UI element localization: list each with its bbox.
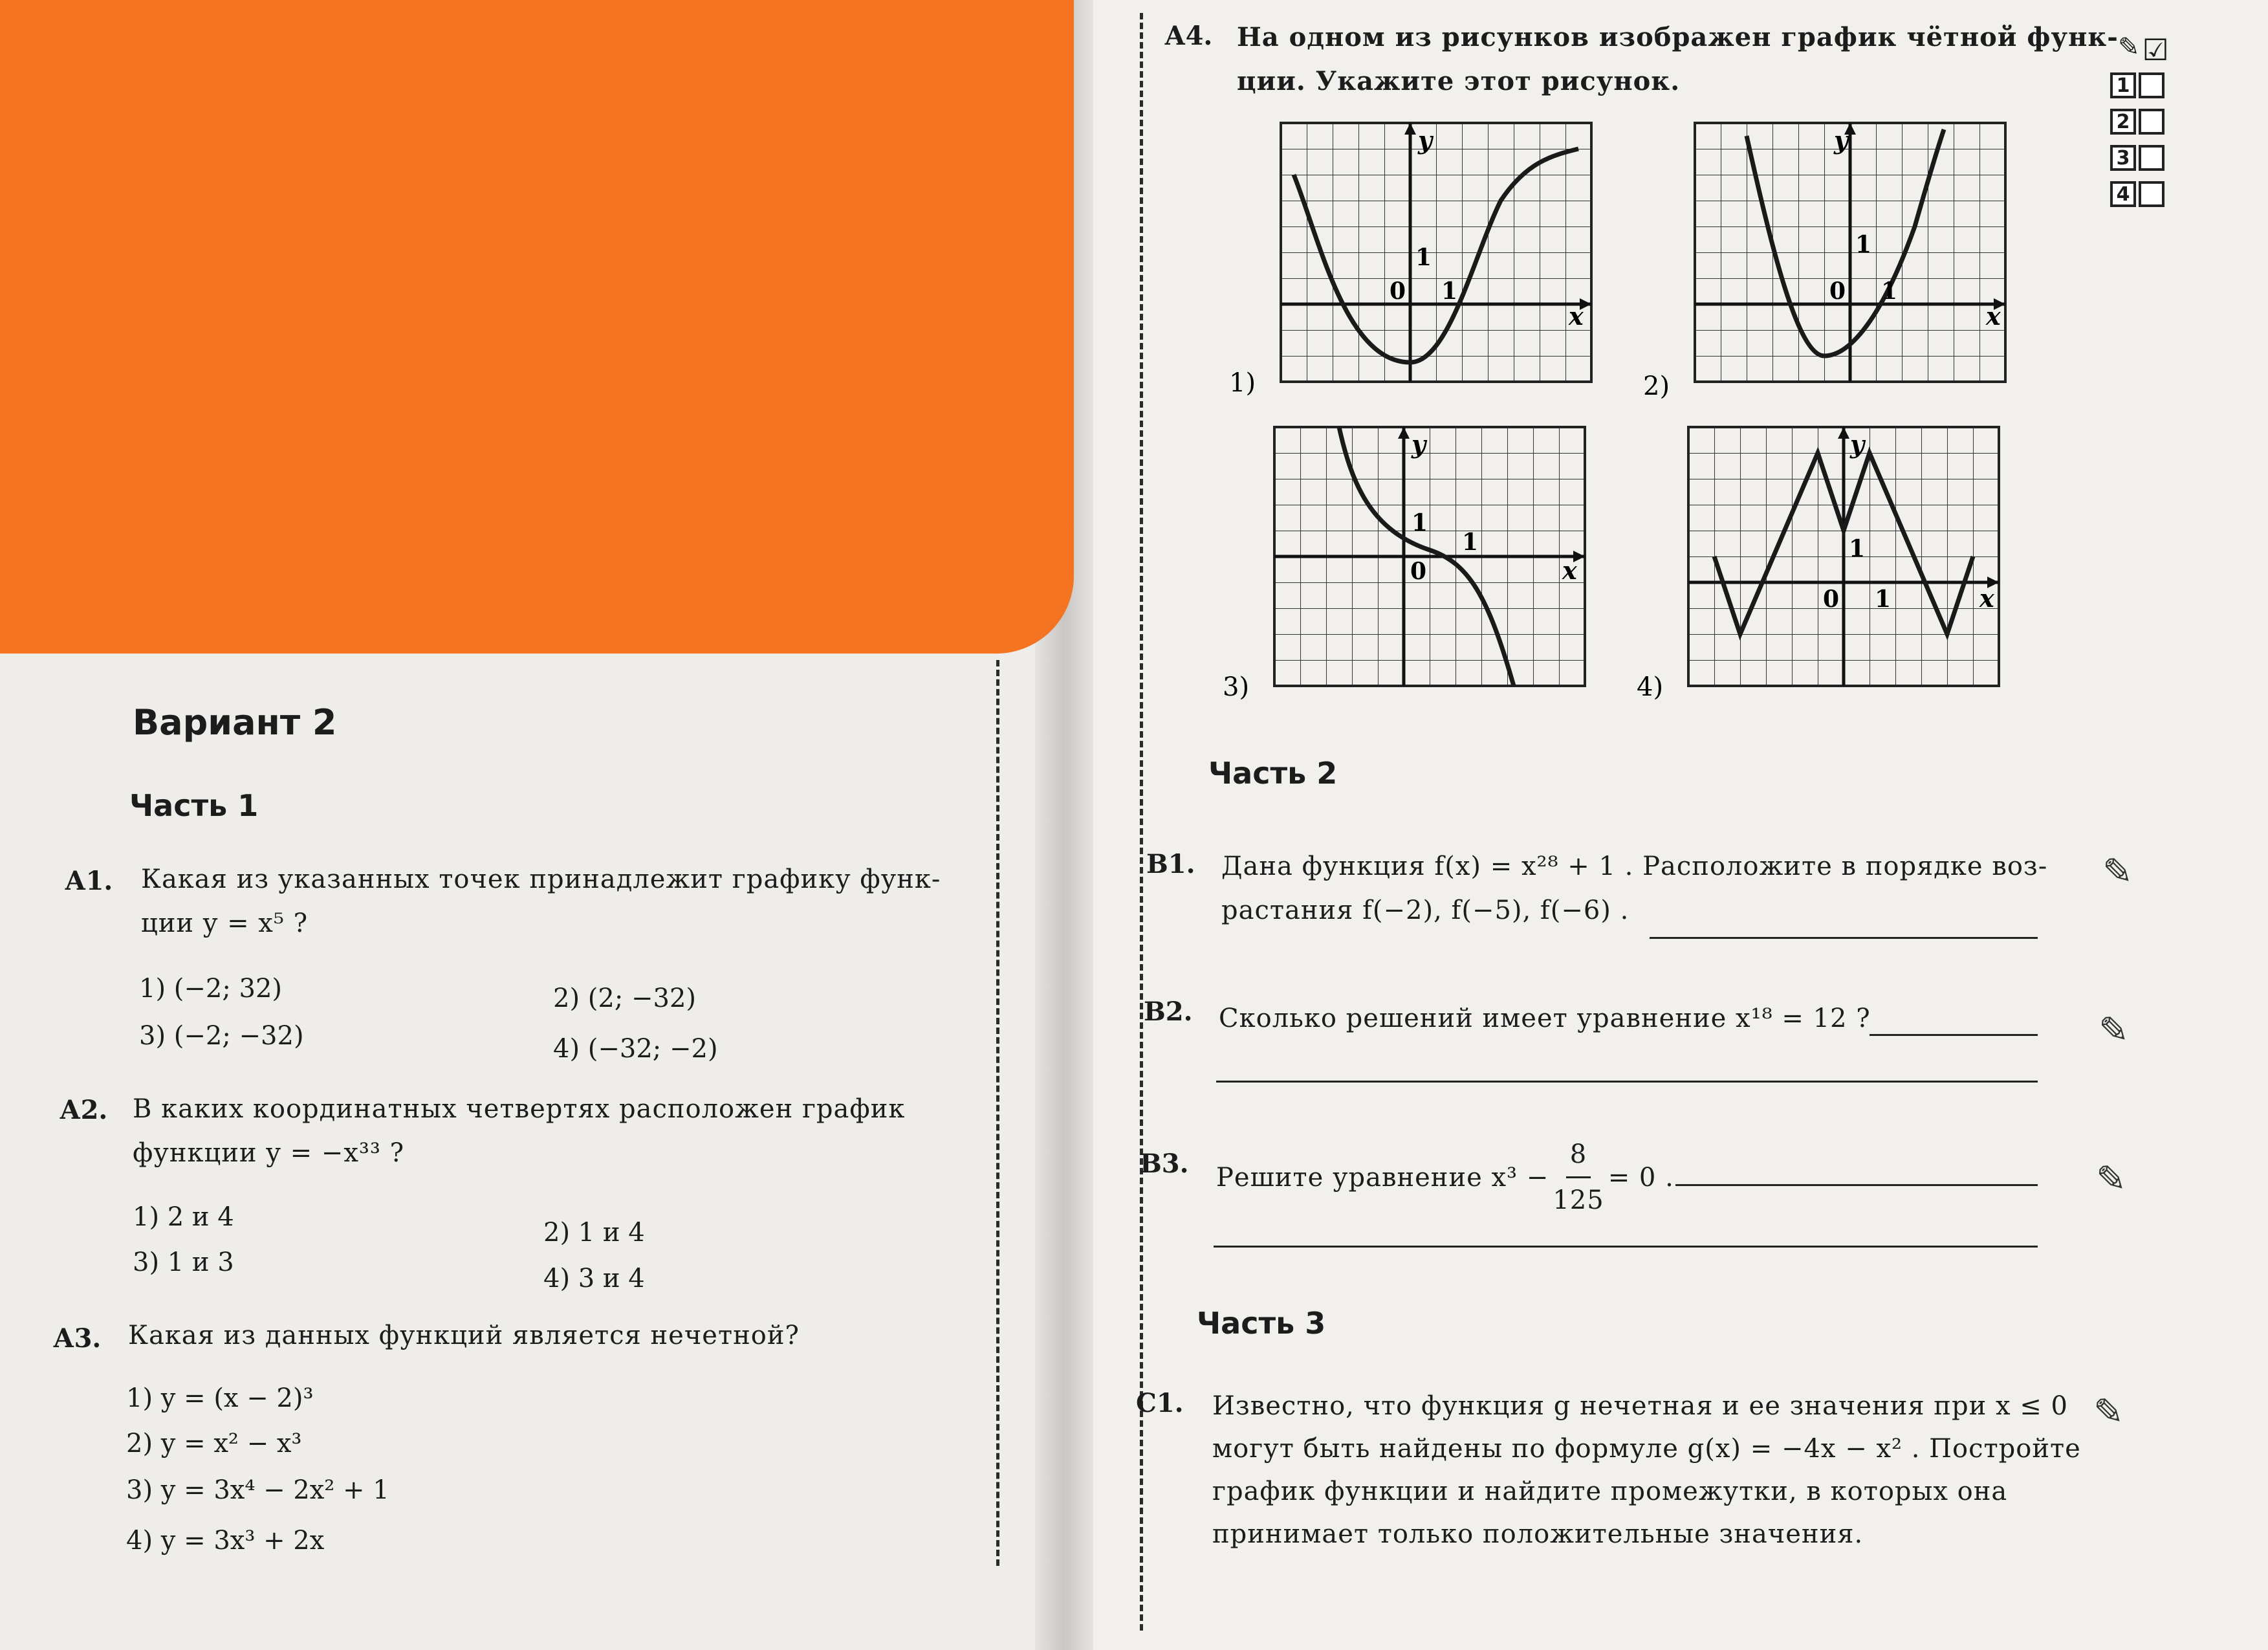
graph-label-3: 3) xyxy=(1223,672,1250,702)
c1-line4: принимает только положительные значения. xyxy=(1212,1519,1864,1549)
cut-line-left xyxy=(996,660,999,1566)
a4-line2: ции. Укажите этот рисунок. xyxy=(1237,66,1681,96)
graph2-y-one: 1 xyxy=(1855,231,1872,258)
graph-label-2: 2) xyxy=(1643,371,1670,401)
a3-label: А3. xyxy=(53,1323,102,1354)
a2-option-1[interactable]: 1) 2 и 4 xyxy=(133,1202,234,1232)
a1-option-1[interactable]: 1) (−2; 32) xyxy=(139,974,283,1004)
b3-numerator: 8 xyxy=(1566,1132,1591,1178)
b3-answer-line[interactable] xyxy=(1675,1184,2038,1186)
graph3-x-label: x xyxy=(1562,556,1577,585)
graph1-x-one: 1 xyxy=(1441,278,1458,305)
c1-line1: Известно, что функция g нечетная и ее значения при x ≤ 0 xyxy=(1212,1391,2068,1421)
b1-answer-line[interactable] xyxy=(1650,937,2038,939)
graph-2[interactable] xyxy=(1695,123,2005,382)
graph1-y-label: y xyxy=(1418,126,1433,155)
checkbox-4[interactable] xyxy=(2139,181,2164,207)
graph3-zero: 0 xyxy=(1410,558,1427,585)
a1-label: А1. xyxy=(65,866,113,896)
a4-question xyxy=(1237,16,2119,104)
a1-option-2[interactable]: 2) (2; −32) xyxy=(553,984,697,1013)
a2-option-3[interactable]: 3) 1 и 3 xyxy=(133,1248,234,1277)
checkbox-3[interactable] xyxy=(2139,145,2164,171)
graph3-y-one: 1 xyxy=(1412,509,1428,536)
checkbox-digit: 2 xyxy=(2110,109,2136,135)
check-header xyxy=(2110,32,2169,67)
checkbox-row-3 xyxy=(2110,145,2169,181)
graph2-x-one: 1 xyxy=(1881,278,1898,305)
a2-question xyxy=(133,1087,905,1175)
b1-line2: растания f(−2), f(−5), f(−6) . xyxy=(1221,896,1630,925)
checkbox-row-4 xyxy=(2110,181,2169,217)
b3-post: = 0 . xyxy=(1608,1162,1674,1193)
c1-question xyxy=(1212,1385,2081,1556)
graph-4[interactable] xyxy=(1688,427,1999,686)
part2-heading: Часть 2 xyxy=(1208,756,1338,791)
a4-line1: На одном из рисунков изображен график чётной функ- xyxy=(1237,22,2119,52)
part1-heading: Часть 1 xyxy=(129,788,259,823)
a1-option-3[interactable]: 3) (−2; −32) xyxy=(139,1021,304,1051)
graph-3[interactable] xyxy=(1274,427,1585,686)
b1-question xyxy=(1221,844,2047,932)
graph2-x-label: x xyxy=(1986,302,2001,331)
a1-question xyxy=(141,857,941,945)
checked-box-icon: ☑ xyxy=(2142,32,2169,67)
orange-redaction-edge xyxy=(26,453,1074,647)
checkbox-digit: 1 xyxy=(2110,72,2136,98)
graph-1[interactable] xyxy=(1281,123,1591,382)
checkbox-1[interactable] xyxy=(2139,72,2164,98)
a1-line2: ции y = x⁵ ? xyxy=(141,908,309,938)
b1-label: В1. xyxy=(1146,849,1195,879)
checkbox-digit: 3 xyxy=(2110,145,2136,171)
graph2-zero: 0 xyxy=(1829,278,1846,305)
pen-icon: ✎ xyxy=(2093,1391,2124,1433)
graph4-x-one: 1 xyxy=(1875,586,1892,613)
a2-option-4[interactable]: 4) 3 и 4 xyxy=(543,1264,645,1293)
graph2-y-label: y xyxy=(1834,126,1849,155)
graph4-y-one: 1 xyxy=(1849,535,1866,562)
a1-option-4[interactable]: 4) (−32; −2) xyxy=(553,1034,718,1064)
b3-fraction xyxy=(1553,1132,1604,1222)
graph1-y-one: 1 xyxy=(1415,244,1432,271)
b2-answer-line-2[interactable] xyxy=(1216,1081,2038,1083)
checkbox-2[interactable] xyxy=(2139,109,2164,135)
a3-option-4[interactable]: 4) y = 3x³ + 2x xyxy=(126,1526,325,1556)
a4-graphs xyxy=(1216,110,2057,757)
a3-option-3[interactable]: 3) y = 3x⁴ − 2x² + 1 xyxy=(126,1475,389,1505)
pen-icon: ✎ xyxy=(2099,1009,2129,1051)
graph4-y-label: y xyxy=(1850,430,1865,459)
part3-heading: Часть 3 xyxy=(1197,1306,1326,1341)
b3-denominator: 125 xyxy=(1553,1185,1604,1215)
b3-answer-line-2[interactable] xyxy=(1214,1246,2038,1248)
graph4-x-label: x xyxy=(1979,584,1994,613)
a3-option-1[interactable]: 1) y = (x − 2)³ xyxy=(126,1383,314,1413)
b2-question: Сколько решений имеет уравнение x¹⁸ = 12 ? xyxy=(1219,1004,1871,1033)
graph4-zero: 0 xyxy=(1823,586,1840,613)
pen-icon: ✎ xyxy=(2096,1158,2126,1200)
graph1-x-label: x xyxy=(1569,302,1584,331)
c1-line2: могут быть найдены по формуле g(x) = −4x − x² . Постройте xyxy=(1212,1434,2081,1464)
b1-line1: Дана функция f(x) = x²⁸ + 1 . Расположите в порядке воз- xyxy=(1221,852,2048,881)
a2-option-2[interactable]: 2) 1 и 4 xyxy=(543,1218,645,1248)
a4-label: А4. xyxy=(1164,21,1213,51)
graph-label-4: 4) xyxy=(1637,672,1664,702)
pencil-icon: ✎ xyxy=(2118,32,2140,62)
checkbox-digit: 4 xyxy=(2110,181,2136,207)
graph3-x-one: 1 xyxy=(1462,529,1479,556)
pen-icon: ✎ xyxy=(2102,851,2133,893)
a1-line1: Какая из указанных точек принадлежит графику функ- xyxy=(141,864,941,894)
a2-line1: В каких координатных четвертях расположен график xyxy=(133,1094,906,1124)
graph1-zero: 0 xyxy=(1390,278,1406,305)
a2-label: А2. xyxy=(60,1095,108,1125)
answer-checkboxes xyxy=(2110,32,2169,217)
graph-label-1: 1) xyxy=(1229,368,1256,398)
checkbox-row-1 xyxy=(2110,72,2169,109)
graph3-y-label: y xyxy=(1412,430,1426,459)
c1-label: С1. xyxy=(1136,1388,1184,1418)
b3-label: В3. xyxy=(1140,1149,1189,1179)
b2-answer-line[interactable] xyxy=(1870,1034,2038,1036)
b3-pre: Решите уравнение x³ − xyxy=(1216,1162,1549,1193)
checkbox-row-2 xyxy=(2110,109,2169,145)
b3-question xyxy=(1216,1132,1674,1222)
b2-label: В2. xyxy=(1144,996,1193,1027)
variant-title: Вариант 2 xyxy=(133,702,337,743)
a3-option-2[interactable]: 2) y = x² − x³ xyxy=(126,1429,302,1458)
a3-question: Какая из данных функций является нечетной? xyxy=(128,1321,800,1350)
a2-line2: функции y = −x³³ ? xyxy=(133,1138,405,1168)
c1-line3: график функции и найдите промежутки, в которых она xyxy=(1212,1477,2008,1506)
